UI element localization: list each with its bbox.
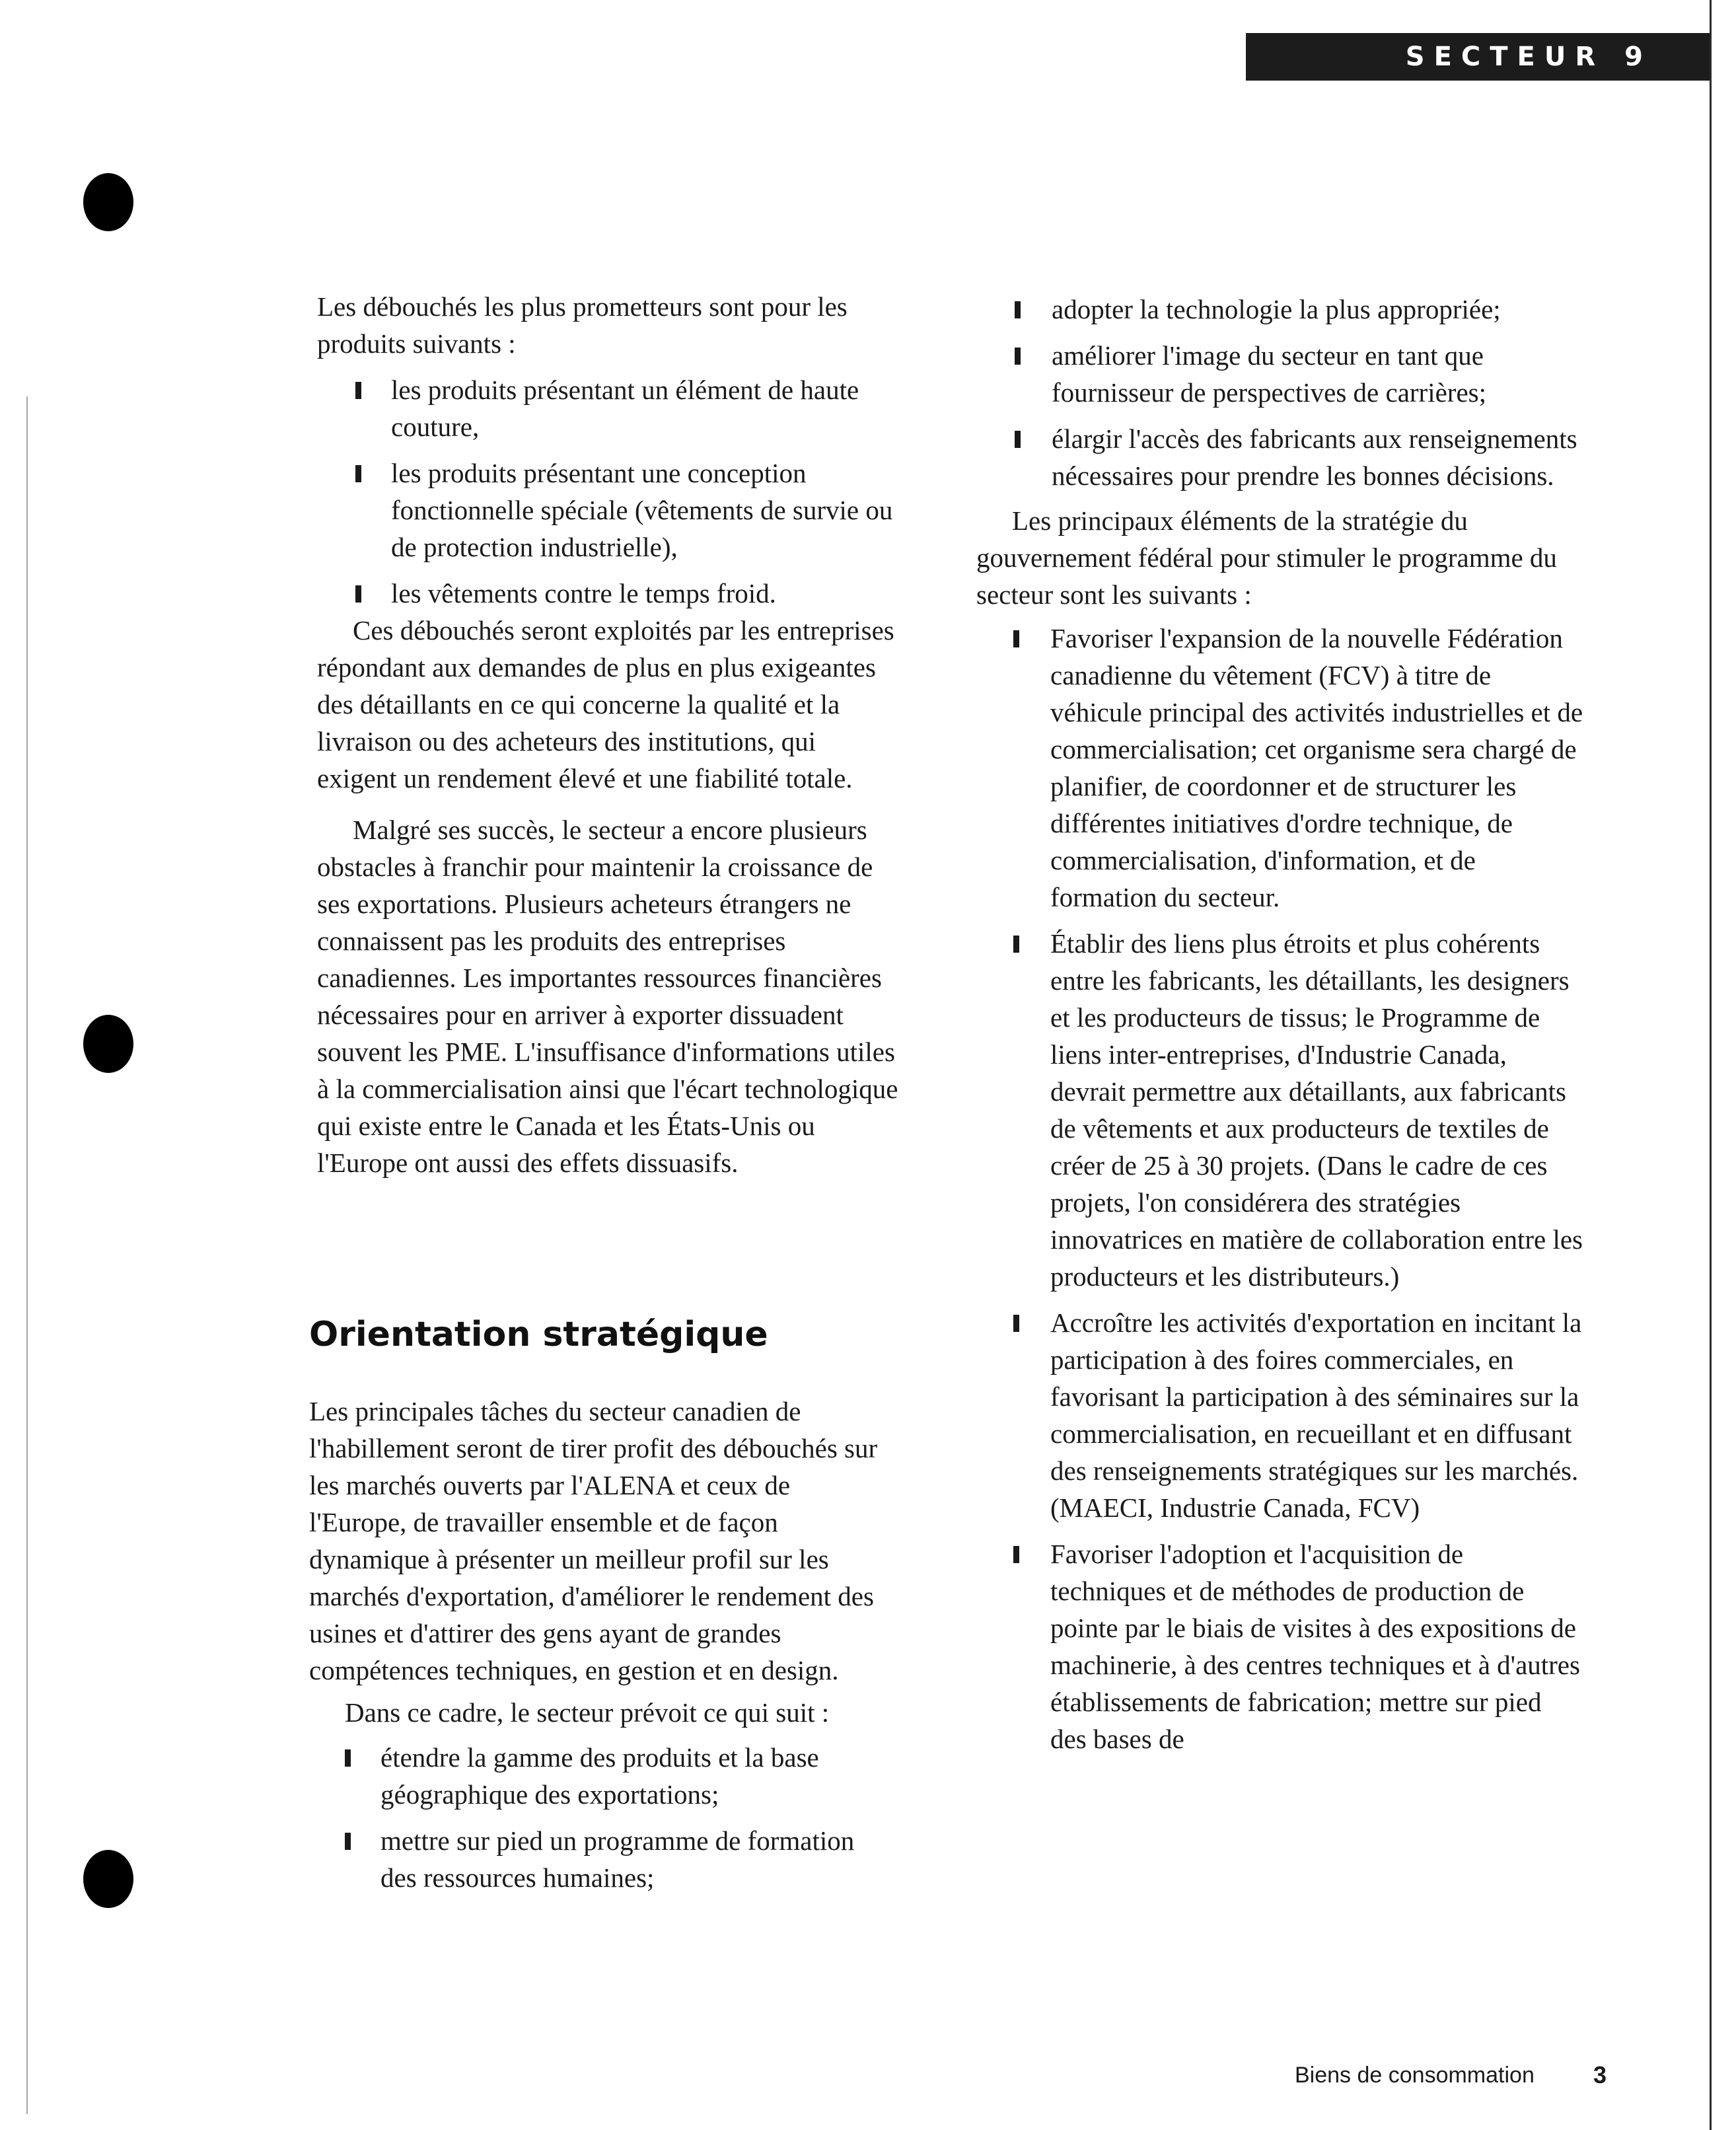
- strategy-list: [976, 620, 1584, 1757]
- section-header: [1246, 33, 1712, 81]
- list-item: adopter la technologie la plus appropriée;: [1052, 291, 1584, 328]
- list-item: Favoriser l'expansion de la nouvelle Fédération canadienne du vêtement (FCV) à titre de véhicule principal des activités industrielles et de commercialisation; cet organisme sera chargé de planifier, de coordonner et de structurer les différentes initiatives d'ordre technique, de commercialisation, d'information, et de formation du secteur.: [1050, 620, 1584, 916]
- bullet-marker: [1015, 431, 1021, 448]
- paragraph-strategy: Les principaux éléments de la stratégie du gouvernement fédéral pour stimuler le programme du secteur sont les suivants :: [976, 505, 1557, 610]
- left-column-bottom: [309, 1393, 890, 1896]
- list-item: les produits présentant une conception fonctionnelle spéciale (vêtements de survie ou de protection industrielle),: [391, 455, 898, 566]
- list-item: les produits présentant un élément de haute couture,: [391, 371, 898, 445]
- list-item: Accroître les activités d'exportation en incitant la participation à des foires commerciales, en favorisant la participation à des séminaires sur la commercialisation, en recueillant et en diffusant des renseignements stratégiques sur les marchés. (MAECI, Industrie Canada, FCV): [1050, 1304, 1584, 1526]
- paragraph-plan-intro: Dans ce cadre, le secteur prévoit ce qui suit :: [345, 1697, 830, 1728]
- plans-list-continued: [976, 291, 1584, 494]
- section-label: SECTEUR: [1405, 42, 1605, 72]
- bullet-marker: [1015, 348, 1021, 365]
- products-list: [317, 371, 898, 612]
- list-item: Favoriser l'adoption et l'acquisition de techniques et de méthodes de production de pointe par le biais de visites à des expositions de machinerie, à des centres techniques et à d'autres établissements de fabrication; mettre sur pied des bases de: [1050, 1535, 1584, 1757]
- paragraph-tasks: Les principales tâches du secteur canadien de l'habillement seront de tirer profit des débouchés sur les marchés ouverts par l'ALENA et ceux de l'Europe, de travailler ensemble et de façon dynamique à présenter un meilleur profil sur les marchés d'exportation, d'améliorer le rendement des usines et d'attirer des gens ayant de grandes compétences techniques, en gestion et en design.: [309, 1396, 878, 1685]
- bullet-marker: [355, 465, 361, 482]
- left-column-top: [317, 288, 898, 1181]
- bullet-marker: [1013, 630, 1019, 647]
- list-item: les vêtements contre le temps froid.: [391, 575, 898, 612]
- list-item: élargir l'accès des fabricants aux renseignements nécessaires pour prendre les bonnes décisions.: [1052, 420, 1584, 494]
- binder-hole-bottom: [83, 1850, 133, 1908]
- footer-title: Biens de consommation: [1295, 2063, 1535, 2088]
- bullet-marker: [355, 382, 361, 399]
- bullet-marker: [345, 1833, 351, 1850]
- paragraph-outlets: Ces débouchés seront exploités par les entreprises répondant aux demandes de plus en plus exigeantes des détaillants en ce qui concerne la qualité et la livraison ou des acheteurs des institutions, qui exigent un rendement élevé et une fiabilité totale.: [317, 615, 894, 793]
- page-number: 3: [1593, 2061, 1607, 2088]
- paragraph-obstacles: Malgré ses succès, le secteur a encore plusieurs obstacles à franchir pour maintenir la croissance de ses exportations. Plusieurs acheteurs étrangers ne connaissent pas les produits des entreprises canadiennes. Les importantes ressources financières nécessaires pour en arriver à exporter dissuadent souvent les PME. L'insuffisance d'informations utiles à la commercialisation ainsi que l'écart technologique qui existe entre le Canada et les États-Unis ou l'Europe ont aussi des effets dissuasifs.: [317, 815, 898, 1178]
- list-item: mettre sur pied un programme de formation des ressources humaines;: [380, 1822, 890, 1896]
- list-item: étendre la gamme des produits et la base géographique des exportations;: [380, 1739, 890, 1813]
- list-item: améliorer l'image du secteur en tant que fournisseur de perspectives de carrières;: [1052, 337, 1584, 411]
- right-column: [976, 291, 1584, 1757]
- intro-paragraph: Les débouchés les plus prometteurs sont pour les produits suivants :: [317, 291, 848, 359]
- section-heading: Orientation stratégique: [309, 1315, 768, 1354]
- bullet-marker: [1013, 1315, 1019, 1332]
- binder-hole-top: [83, 173, 133, 231]
- bullet-marker: [345, 1749, 351, 1767]
- page-edge-right: [1710, 0, 1712, 2130]
- page-edge-left: [26, 396, 28, 2114]
- section-number: 9: [1624, 42, 1652, 72]
- bullet-marker: [1013, 1546, 1019, 1563]
- bullet-marker: [1015, 301, 1021, 318]
- bullet-marker: [355, 585, 361, 603]
- binder-hole-middle: [83, 1015, 133, 1073]
- plans-list: [309, 1739, 890, 1896]
- bullet-marker: [1013, 936, 1019, 953]
- list-item: Établir des liens plus étroits et plus cohérents entre les fabricants, les détaillants, les designers et les producteurs de tissus; le Programme de liens inter-entreprises, d'Industrie Canada, devrait permettre aux détaillants, aux fabricants de vêtements et aux producteurs de textiles de créer de 25 à 30 projets. (Dans le cadre de ces projets, l'on considérera des stratégies innovatrices en matière de collaboration entre les producteurs et les distributeurs.): [1050, 925, 1584, 1295]
